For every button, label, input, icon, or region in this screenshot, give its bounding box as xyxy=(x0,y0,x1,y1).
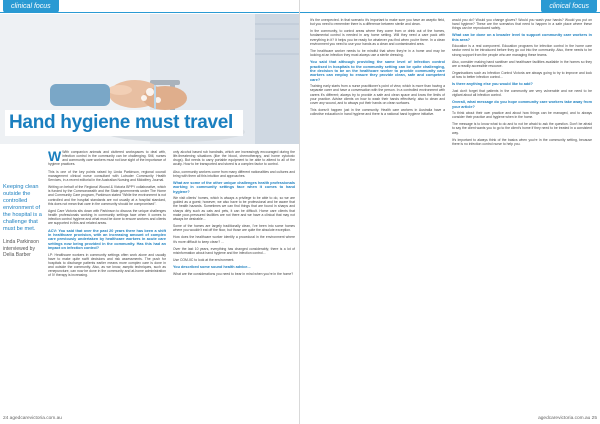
question: What are some of the other unique challenges health professionals working in community settings face when it comes to hand hygiene? xyxy=(173,180,295,194)
sidebar xyxy=(3,184,43,259)
paragraph: Use COM-IIC to look at the environment. xyxy=(173,258,235,263)
drop-cap: W xyxy=(48,148,62,164)
paragraph: LP: Healthcare workers in community settings often work alone and usually have to make quite swift decisions and risk assessments. The push for hospitals to discharge patients earlier means more complex care is done in and outside the community. Also, as we know, aseptic techniques, such as venepuncture, can now be done in the community and at-home administration of IV therapy is increasing. xyxy=(48,252,166,278)
paragraph: Also, community workers come from many different nationalities and cultures and bring with them all this intuition and approaches. xyxy=(173,169,295,178)
footer-left: 24 agedcarevictoria.com.au xyxy=(3,416,62,421)
paragraph: Aged Care Victoria sits down with Parkinson to discuss the unique challenges health professionals working in community settings face when it comes to infection control hygiene and what must be done to ensure workers and clients are supported in this and related areas. xyxy=(48,208,166,226)
footer-right: agedcarevictoria.com.au 25 xyxy=(538,416,597,421)
section-tab-left: clinical focus xyxy=(3,0,59,13)
paragraph: Some of the homes are largely traditionally clean, I've been into some homes where you wouldn't eat off the floor, but those are quite the absolute exception. xyxy=(173,224,295,233)
paragraph: It's the unexpected. In that scenario it's important to make sure you have an aseptic field, but you need to remember there is a difference between sterile and clean. xyxy=(310,18,445,27)
question: Is there anything else you would like to add? xyxy=(452,82,533,87)
paragraph: would you do? Would you change gloves? Would you wash your hands? Would you put on hand hygiene? These are the scenarios that need to happen in a safe place where these things can be reproduced safely. xyxy=(452,18,592,31)
paragraph: This doesn't happen just in the community. Health care workers in Australia have a collective education in hand hygiene and there is a national hand hygiene initiative. xyxy=(310,108,445,117)
paragraph: This is one of the key points raised by Linda Parkinson, regional council management clinical nurse consultant with Lutruder Community Health Services, in a recent editorial in the Australian Nursing and Midwifery Journal. xyxy=(48,169,166,182)
paragraph: What are the considerations you need to bear in mind when you're in the home? xyxy=(173,271,294,276)
paragraph: only alcohol based rub handrails, which are increasingly encouraged during the life-threatening situations (like the blood, chemotherapy, and home cytotoxic drugs). But needs to carry portable equipment to be able to attend to all of the acuity. How to be transported and stored is a complex factor to control. xyxy=(173,150,295,167)
paragraph: Organisations such as Infection Control Victoria are always going to try to improve and look at how to better infection control... xyxy=(452,71,592,80)
article-column-2 xyxy=(173,150,295,279)
paragraph: Just don't forget that patients in the community are very vulnerable and we need to be vigilant about all infection control. xyxy=(452,88,592,97)
paragraph: In the community, to control areas where they come from or drink out of the homes, fundamental control is needed in any home setting. Will they need a care pack with everything in it? It helps you be ready for whatever you find when you're there. In a clean environment you need to use your hands as a clean and contaminated area. xyxy=(310,29,445,46)
question: Overall, what message do you hope community care workers take away from your article? xyxy=(452,100,592,109)
question: ACV: You said that over the past 20 years there has been a shift in healthcare provision, with an increasing amount of complex care previously undertaken by healthcare workers in acute care settings now being provided in the community. Has this had an impact on infection control? xyxy=(48,228,166,251)
article-column-1 xyxy=(48,150,166,280)
paragraph: The healthcare worker needs to be mindful that when they're in a home and may be looking at an infection they must always use a sterile dressing. xyxy=(310,48,445,58)
question: You said that although providing the same level of infection control practised in hospitals to the community setting can be quite challenging, the decision to be on the healthcare worker to provide community care workers can employ to ensure they provide clean, safe and competent care? xyxy=(310,60,445,82)
sidebar-byline: Linda Parkinson interviewed by Delia Barber xyxy=(3,239,39,259)
paragraph: Education is a real component. Education programs for infection control in the home care sector need to be introduced before they go out into the community. Also, there needs to be strong support from the people who are managing these teams. xyxy=(452,44,592,57)
section-tab-right: clinical focus xyxy=(541,0,597,13)
sidebar-lead: Keeping clean outside the controlled environment of the hospital is a challenge that must be met. xyxy=(3,184,42,232)
paragraph: Also, consider making hand sanitiser and healthcare facilities available in the homes so they are a readily accessible resource. xyxy=(452,59,592,68)
paragraph: Writing on behalf of the Regional Wound & Victoria BPPY collaborative, which is funded by the Commonwealth and the State governments under The Home and Community Care program, Parkinson stated "While the environment is not controlled and the hospital standards are not usually at a hospital standard, this does not mean that care in the community should be compromised". xyxy=(48,185,166,206)
tab-rule-right xyxy=(300,12,600,13)
paragraph: The message is to know what to do and to not be afraid to ask the question. Don't be afraid to say the client wants you to go to the client's home if they need to be treated in a consistent way. xyxy=(452,122,592,135)
question: You described some sound health advice... xyxy=(173,265,251,270)
paragraph: Training early starts from a nurse practitioner's point of view, which is more than having a separate carer and have a conversation with the person. In a controlled environment with carers it's different; always try to provide a safe and clean space and know the limits of your practice. Advise clients on how to wash their hands effectively, also to clean and cover any wound, and to always put their hands on clean surfaces. xyxy=(310,84,445,105)
paragraph: W With companion animals and cluttered workspaces to deal with, infection control in the community can be challenging. Still, nurses and community care workers must not lose sight of the importance of hygiene practices. xyxy=(48,148,166,167)
headline: Hand hygiene must travel xyxy=(5,110,243,136)
right-page xyxy=(300,0,600,424)
paragraph: Over the last 10 years, everything has changed considerably; there is a lot of misinformation about hand hygiene and the infection control... xyxy=(173,246,295,255)
paragraph: We visit clients' homes, which is always a privilege to be able to do, so we are guided as a guest; however, we also have to be professional and be aware that the health hazards. Sometimes we can find things that are found in sharps and sharps dirty such as cats and pets, it can be difficult. Home care clients that make poor-pressured facilities are not there and we have a clinical that may not always be desirable... xyxy=(173,196,295,221)
question: What can be done on a broader level to support community care workers in this area? xyxy=(452,33,592,42)
paragraph: How does the healthcare worker identify a procedural in the environment where it's more difficult to keep clean? ... xyxy=(173,235,295,244)
paragraph: It's important to always think of the basics when you're in the community setting, because there is no infection control nurse to help you. xyxy=(452,137,592,146)
tab-rule-left xyxy=(0,12,300,13)
article-column-3 xyxy=(310,18,445,119)
article-column-4 xyxy=(452,18,592,149)
paragraph: To think about their own practice and about how things can be managed, and to always consider their practice and hygiene when in the home. xyxy=(452,110,592,120)
hand-washing-photo xyxy=(0,14,300,144)
